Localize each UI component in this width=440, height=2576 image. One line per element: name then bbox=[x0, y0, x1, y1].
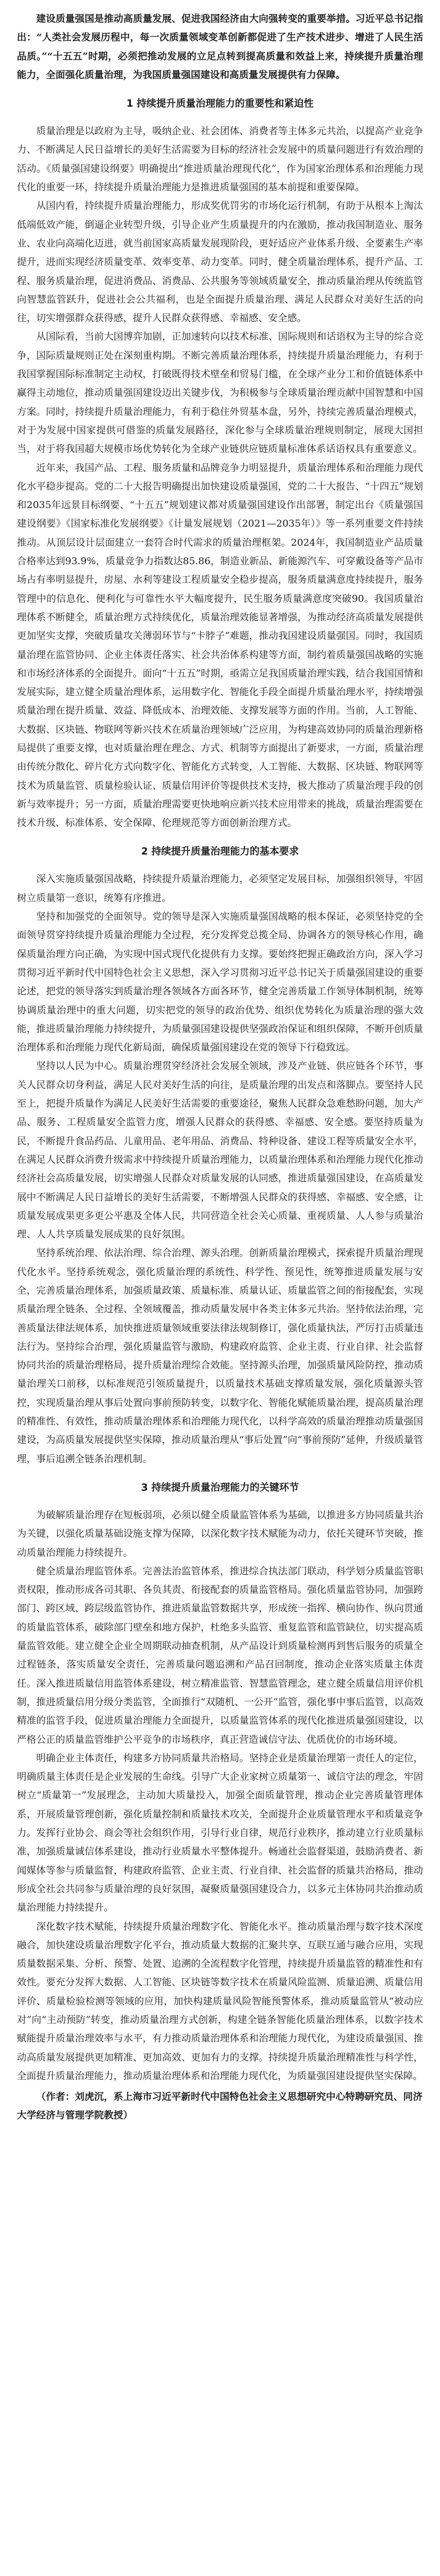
body-paragraph: 为破解质量治理存在短板弱项，必须以健全质量监管体系为基础，以推进多方协同质量共治为关键，以强化质量基础设施支撑为保障，以深化数字技术赋能为动力，依托关键环节突破，推动质量治理能力持续提升。 bbox=[17, 1509, 423, 1559]
body-paragraph: 坚持以人民为中心。质量治理贯穿经济社会发展全领域，涉及产业链、供应链各个环节，事关人民群众切身利益，满足人民对美好生活的向往，是质量治理的出发点和落脚点。要坚持人民至上，把提升质量作为满足人民美好生活需要的重要途径，聚焦人民群众急难愁盼问题，加大产品、服务、工程质量安全监管力度，增强人民群众的获得感、幸福感、安全感。要坚持质量为民，不断提升食品药品、儿童用品、老年用品、消费品、特种设备、建设工程等质量安全水平，在满足人民群众消费升级需求中持续提升质量治理能力，以质量治理体系和治理能力现代化推动经济社会高质量发展，切实增强人民群众对质量发展的认同感，推进质量强国建设，在高质量发展中不断满足人民日益增长的美好生活需要，不断增强人民群众的获得感、幸福感、安全感，让质量发展成果更多更公平惠及全体人民，共同营造全社会关心质量、重视质量、人人参与质量治理、人人共享质量发展成果的良好氛围。 bbox=[17, 1061, 423, 1241]
body-paragraph: 深化数字技术赋能，持续提升质量治理数字化、智能化水平。推动质量治理与数字技术深度融合，加快建设质量治理数字化平台，推动质量大数据的汇聚共享、互联互通与融合应用，实现质量数据采集、分析、预警、处置、追溯的全流程数字化管理，持续提升质量监管的精准性和有效性。要充分发挥大数据、人工智能、区块链等数字技术在质量风险监测、质量追溯、质量信用评价、质量检验检测等领域的应用，加快构建质量风险智能预警体系，推动质量监管从“被动应对”向“主动预防”转变，推动质量治理方式创新，构建全链条智能化质量治理体系，以数字技术赋能提升质量治理效率与水平，有力推动质量治理体系和治理能力现代化，为建设质量强国、推动高质量发展提供更加精准、更加高效、更加有力的支撑。持续提升质量治理精准性与科学性，全面提升质量治理能力，推动质量治理体系和治理能力现代化，为质量强国建设提供坚实保障。 bbox=[17, 1921, 423, 2082]
article-lead-paragraph: 建设质量强国是推动高质量发展、促进我国经济由大向强转变的重要举措。习近平总书记指出：“人类社会发展历程中，每一次质量领域变革创新都促进了生产技术进步、增进了人民生活品质。”“十五五”时期，必须把推动发展的立足点转到提高质量和效益上来，持续提升质量治理能力，全面强化质量治理，为我国质量强国建设和高质量发展提供有力保障。 bbox=[17, 13, 423, 81]
body-paragraph: 从国内看，持续提升质量治理能力，形成奖优罚劣的市场化运行机制，有助于从根本上淘汰低端低效产能，倒逼企业转型升级，引导企业产生质量提升的内在激励，推动我国制造业、服务业、农业向高端化迈进，就当前国家高质量发展现阶段，更好适应产业体系升级、全要素生产率提升，进而实现经济质量变革、效率变革、动力变革。同时，健全质量治理体系，提升产品、工程、服务质量治理，促进消费品、消费品、公共服务等领域质量安全，推动质量治理从传统监管向智慧监管跃升，促进社会公共福利，也是全面提升质量治理、满足人民群众对美好生活的向往，切实增强群众获得感，提升人民群众获得感、幸福感、安全感。 bbox=[17, 200, 423, 325]
body-paragraph: 坚持系统治理、依法治理、综合治理、源头治理。创新质量治理模式，探索提升质量治理现代化水平。坚持系统观念，强化质量治理的系统性、科学性、预见性，统筹推进质量发展与安全，完善质量治理体系，加强质量政策、质量标准、质量认证、质量监管之间的衔接配套，实现质量治理全链条、全过程、全领域覆盖，推动质量发展中各类主体多元共治。坚持依法治理，完善质量法律法规体系，加快推进质量领域重要法律法规制修订，强化质量执法，严厉打击质量违法行为。坚持综合治理，强化质量监管与激励，构建政府监管、企业主责、行业自律、社会监督协同共治的质量治理格局，提升质量治理综合效能。坚持源头治理，加强质量风险防控，推动质量治理关口前移，以标准规范引领质量提升，以质量技术基础支撑质量发展，强化质量源头管控，实现质量治理从事后处置向事前预防转变，以数字化、智能化赋能质量治理，提高质量治理的精准性、有效性，推动质量治理体系和治理能力现代化，以科学高效的质量治理推动质量强国建设，为高质量发展提供坚实保障，推动质量治理从“事后处置”向“事前预防”延伸，升级质量管理，事后追溯全链条治理机制。 bbox=[17, 1248, 423, 1465]
body-paragraph: 坚持和加强党的全面领导。党的领导是深入实施质量强国战略的根本保证，必须坚持党的全面领导贯穿持续提升质量治理能力全过程，充分发挥党总揽全局、协调各方的领导核心作用，确保质量治理方向正确，为实现中国式现代化提供有力支撑。要始终把握正确政治方向，深入学习贯彻习近平新时代中国特色社会主义思想，深入学习贯彻习近平总书记关于质量强国建设的重要论述，把党的领导落实到质量治理各领域各方面各环节，健全完善质量工作领导体制机制，统筹协调质量治理中的重大问题，切实把党的领导的政治优势、组织优势转化为质量治理的强大效能，推进质量治理能力持续提升，为质量强国建设提供坚强政治保证和组织保障，不断开创质量治理体系和治理能力现代化新局面，确保质量强国建设在党的领导下行稳致远。 bbox=[17, 911, 423, 1054]
section-importance bbox=[17, 95, 423, 833]
body-paragraph: 质量治理是以政府为主导，吸纳企业、社会团体、消费者等主体多元共治，以提高产业竞争力、不断满足人民日益增长的美好生活需要为目标的经济社会发展中的质量问题进行有效治理的活动。《质量强国建设纲要》明确提出“推进质量治理现代化”，作为国家治理体系和治理能力现代化的重要一环，持续提升质量治理能力是推进质量强国的基本前提和重要保障。 bbox=[17, 126, 423, 194]
section-heading: 3 持续提升质量治理能力的关键环节 bbox=[141, 1482, 299, 1493]
section-heading: 1 持续提升质量治理能力的重要性和紧迫性 bbox=[126, 98, 314, 110]
body-paragraph: 从国际看，当前大国博弈加剧，正加速转向以技术标准、国际规则和话语权为主导的综合竞争，国际质量规则正处在深刻重构期。不断完善质量治理体系，持续提升质量治理能力，有利于我国掌握国际标准制定主动权，打破既得技术壁垒和贸易门槛，在全球产业分工和价值链体系中赢得主动地位，推动质量强国建设迈出关键步伐，为积极参与全球质量治理贡献中国智慧和中国方案。同时，持续提升质量治理能力，有利于稳住外贸基本盘，另外，持续完善质量治理模式，对于为发展中国家提供可借鉴的质量发展路径，深化参与全球质量治理规则制定，展现大国担当，对于将我国超大规模市场优势转化为全球产业链供应链质量标准体系话语权具有重要意义。 bbox=[17, 331, 423, 455]
body-paragraph: 深入实施质量强国战略，持续提升质量治理能力，必须坚定发展目标，加强组织领导，牢固树立质量第一意识，统筹有序推进。 bbox=[17, 874, 423, 904]
body-paragraph: 近年来，我国产品、工程、服务质量和品牌竞争力明显提升，质量治理体系和治理能力现代化水平稳步提高。党的二十大报告明确提出加快建设质量强国，党的二十大报告、“十四五”规划和2035年远景目标纲要、“十五五”规划建议都对质量强国建设作出部署，制定出台《质量强国建设纲要》《国家标准化发展纲要》《计量发展规划（2021—2035年）》等一系列重要文件持续推动。从顶层设计层面建立一套符合时代需求的质量治理框架。2024年，我国制造业产品质量合格率达到93.9%，质量竞争力指数达85.86，制造业新品、新能源汽车、可穿戴设备等产品市场占有率明显提升，房屋、水利等建设工程质量安全稳步提高，服务质量满意度持续提升，服务管理中的信息化、便利化与可靠性水平大幅度提升，民生服务质量满意度突破90。我国质量治理体系不断健全，质量治理方式持续优化，质量治理效能显著增强，为推动经济高质量发展提供更加坚实支撑，突破质量攻关薄弱环节与“卡脖子”难题，推动我国建设质量强国。同时，我国质量治理在监管协同、企业主体责任落实、社会共治体系构建等方面，制约着质量强国战略的实施和市场经济体系的全面提升。面向“十五五”时期，亟需立足我国质量治理实践，结合我国国情和发展实际，建立健全质量治理体系，运用数字化、智能化手段全面提升质量治理水平，持续增强质量治理在提升质量、效益、降低成本、治理效能、支撑发展等方面的作用。当前，人工智能、大数据、区块链、物联网等新兴技术在质量治理领域广泛应用，为构建高效协同的质量治理新格局提供了重要支撑，也对质量治理在理念、方式、机制等方面提出了新要求，一方面，质量治理由传统分散化、碎片化方式向数字化、智能化方式转变，人工智能、大数据、区块链、物联网等技术为质量监管、质量检验认证、质量信用评价等提供技术支持，极大推动了质量治理手段的创新与效率提升；另一方面，质量治理需要更快地响应新兴技术应用带来的挑战，质量治理需要在技术升级、标准体系、安全保障、伦理规范等方面创新治理方式。 bbox=[17, 462, 423, 829]
author-note: （作者：刘虎沉，系上海市习近平新时代中国特色社会主义思想研究中心特聘研究员、同济大学经济与管理学院教授） bbox=[17, 2091, 423, 2122]
body-paragraph: 健全质量治理监管体系。完善法治监管体系，推进综合执法部门联动，科学划分质量监管职责权限，推动形成各司其职、各负其责、衔接配套的质量监管格局。强化质量监管协同，加强跨部门、跨区域、跨层级监管协作，推进质量监管数据共享，形成统一指挥、横向协作、纵向贯通的质量监管体系，破除部门壁垒和地方保护，杜绝多头监管、重复监管和监管缺位，切实提高质量监管效能。建立健全企业全周期联动抽查机制，从产品设计到质量检测再到售后服务的质量全过程链条，落实质量安全责任，完善质量问题追溯和产品召回制度，推动企业落实质量主体责任。深入推进质量信用监管体系建设，树立精准监管、智慧监管理念，建立健全质量信用评价机制，推进质量信用分级分类监管，全面推行“双随机、一公开”监管，强化事中事后监管，以高效精准的监管手段，促进质量治理能力全面提升，以质量监管体系的现代化推进质量强国建设，以严格公正的质量监管维护公平竞争的市场秩序，真正营造诚信守法、优质优价的市场环境。 bbox=[17, 1565, 423, 1746]
section-basic-requirements bbox=[17, 843, 423, 1469]
section-key-links bbox=[17, 1479, 423, 2086]
body-paragraph: 明确企业主体责任，构建多方协同质量共治格局。坚持企业是质量治理第一责任人的定位，明确质量主体责任是企业发展的生命线。引导广大企业家树立质量第一、诚信守法的理念，牢固树立“质量第一”发展理念，主动加大质量投入，加强全面质量管理，推动企业完善质量管理体系，开展质量管理创新，强化质量控制和质量技术攻关，全面提升企业质量管理水平和质量竞争力。发挥行业协会、商会等社会组织作用，引导行业自律，规范行业秩序，推动建立行业质量标准，加强质量诚信体系建设，推动行业质量水平整体提升。畅通社会监督渠道，鼓励消费者、新闻媒体等参与质量监督，构建政府监管、企业主责、行业自律、社会监督的质量共治格局，推动形成全社会共同参与质量治理的良好氛围，凝聚质量强国建设合力，以多元主体协同共治推动质量治理能力持续提升。 bbox=[17, 1752, 423, 1914]
section-heading: 2 持续提升质量治理能力的基本要求 bbox=[141, 846, 299, 858]
